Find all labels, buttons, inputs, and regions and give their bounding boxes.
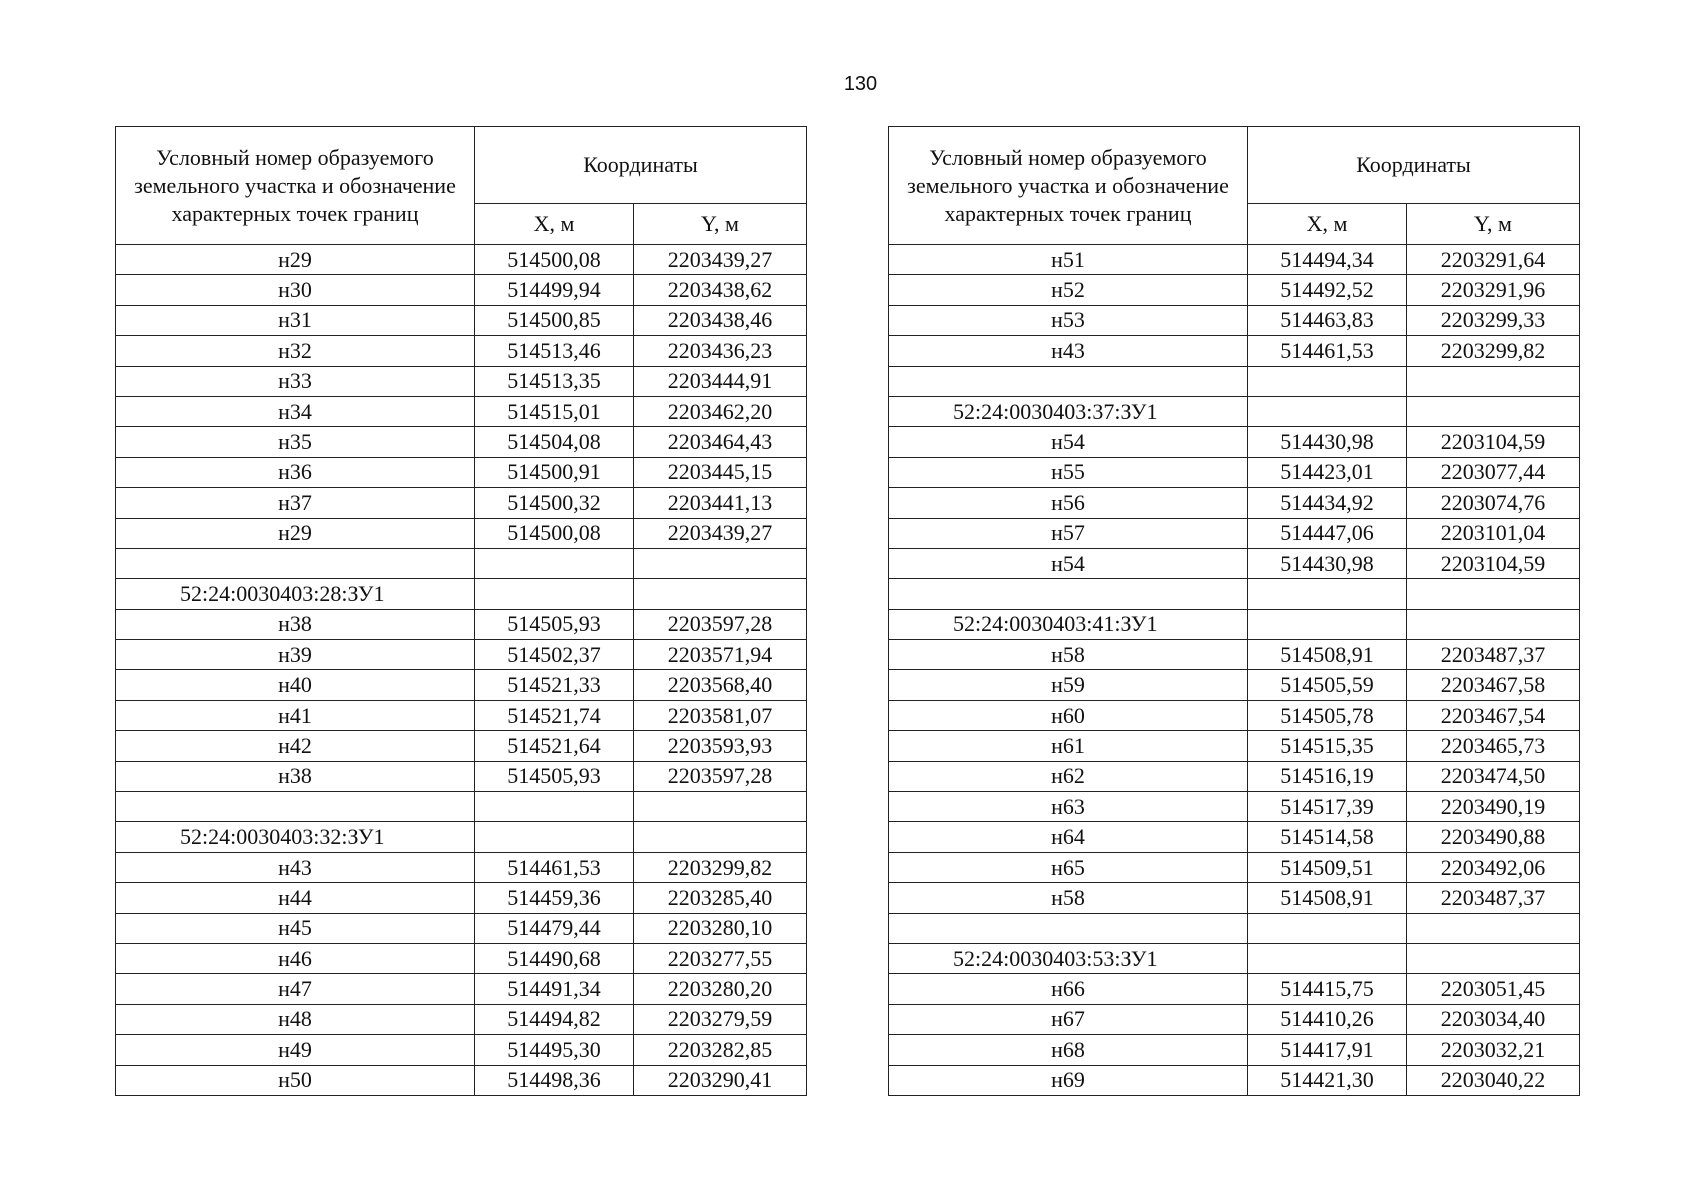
table-row <box>889 731 1580 761</box>
cell-y: 2203074,76 <box>1407 488 1580 518</box>
header-coordinates: Координаты <box>1248 127 1580 204</box>
table-row <box>116 457 807 487</box>
table-row-blank <box>116 792 807 822</box>
cell-y: 2203439,27 <box>634 518 807 548</box>
header-coordinates: Координаты <box>475 127 807 204</box>
cell-x <box>475 579 634 609</box>
cell-point-name: н68 <box>889 1035 1248 1065</box>
table-row <box>116 366 807 396</box>
cell-point-name: н35 <box>116 427 475 457</box>
cell-y: 2203040,22 <box>1407 1065 1580 1095</box>
cell-x: 514494,82 <box>475 1004 634 1034</box>
cell-x: 514479,44 <box>475 913 634 943</box>
cell-point-name: н64 <box>889 822 1248 852</box>
cell-y <box>634 579 807 609</box>
cell-x: 514502,37 <box>475 640 634 670</box>
table-row <box>116 640 807 670</box>
cell-point-name: н67 <box>889 1004 1248 1034</box>
table-row <box>116 943 807 973</box>
cell-y: 2203474,50 <box>1407 761 1580 791</box>
header-y: Y, м <box>634 204 807 245</box>
cell-x: 514508,91 <box>1248 883 1407 913</box>
table-row <box>889 1004 1580 1034</box>
cell-point-name: н39 <box>116 640 475 670</box>
table-row <box>889 1065 1580 1095</box>
table-row-parcel-label <box>889 396 1580 426</box>
header-point-designation: Условный номер образуемого земельного участка и обозначение характерных точек границ <box>116 127 475 245</box>
coordinates-table-left <box>115 126 807 1096</box>
cell-point-name: н51 <box>889 245 1248 275</box>
cell-x: 514516,19 <box>1248 761 1407 791</box>
cell-y: 2203077,44 <box>1407 457 1580 487</box>
cell-y: 2203465,73 <box>1407 731 1580 761</box>
cell-point-name: н38 <box>116 761 475 791</box>
cell-x: 514430,98 <box>1248 548 1407 578</box>
cell-y <box>1407 366 1580 396</box>
cell-parcel-number: 52:24:0030403:32:ЗУ1 <box>116 822 475 852</box>
cell-x: 514521,74 <box>475 700 634 730</box>
table-header <box>116 127 807 245</box>
cell-y: 2203581,07 <box>634 700 807 730</box>
header-point-designation: Условный номер образуемого земельного участка и обозначение характерных точек границ <box>889 127 1248 245</box>
cell-parcel-number: 52:24:0030403:41:ЗУ1 <box>889 609 1248 639</box>
cell-y: 2203282,85 <box>634 1035 807 1065</box>
table-row <box>116 670 807 700</box>
table-row <box>889 548 1580 578</box>
cell-y: 2203464,43 <box>634 427 807 457</box>
cell-x: 514434,92 <box>1248 488 1407 518</box>
table-row <box>116 731 807 761</box>
cell-y: 2203492,06 <box>1407 852 1580 882</box>
table-row <box>116 852 807 882</box>
cell-x: 514500,08 <box>475 518 634 548</box>
table-row <box>889 883 1580 913</box>
cell-point-name: н52 <box>889 275 1248 305</box>
table-row-blank <box>116 548 807 578</box>
cell-x: 514417,91 <box>1248 1035 1407 1065</box>
cell-y: 2203299,33 <box>1407 305 1580 335</box>
cell-y: 2203104,59 <box>1407 548 1580 578</box>
table-row <box>889 245 1580 275</box>
table-header <box>889 127 1580 245</box>
cell-y: 2203051,45 <box>1407 974 1580 1004</box>
cell-x: 514515,35 <box>1248 731 1407 761</box>
cell-y: 2203593,93 <box>634 731 807 761</box>
cell-x <box>1248 609 1407 639</box>
cell-y: 2203104,59 <box>1407 427 1580 457</box>
cell-x: 514491,34 <box>475 974 634 1004</box>
table-row-parcel-label <box>116 579 807 609</box>
cell-y: 2203490,88 <box>1407 822 1580 852</box>
cell-point-name <box>889 366 1248 396</box>
cell-y <box>1407 943 1580 973</box>
table-row-parcel-label <box>116 822 807 852</box>
table-row <box>889 974 1580 1004</box>
cell-x: 514423,01 <box>1248 457 1407 487</box>
cell-x: 514495,30 <box>475 1035 634 1065</box>
cell-point-name: н69 <box>889 1065 1248 1095</box>
cell-point-name <box>889 579 1248 609</box>
cell-y: 2203445,15 <box>634 457 807 487</box>
cell-x: 514500,08 <box>475 245 634 275</box>
cell-y <box>1407 579 1580 609</box>
table-row <box>116 396 807 426</box>
cell-point-name: н44 <box>116 883 475 913</box>
cell-point-name: н42 <box>116 731 475 761</box>
cell-y <box>1407 609 1580 639</box>
header-x: X, м <box>1248 204 1407 245</box>
cell-x: 514447,06 <box>1248 518 1407 548</box>
cell-y <box>1407 396 1580 426</box>
table-row <box>116 913 807 943</box>
cell-y <box>634 548 807 578</box>
cell-x: 514410,26 <box>1248 1004 1407 1034</box>
cell-point-name: н40 <box>116 670 475 700</box>
cell-x: 514463,83 <box>1248 305 1407 335</box>
table-row <box>116 1035 807 1065</box>
table-row <box>889 457 1580 487</box>
cell-x: 514461,53 <box>475 852 634 882</box>
cell-y: 2203291,64 <box>1407 245 1580 275</box>
cell-x: 514461,53 <box>1248 336 1407 366</box>
cell-x: 514521,33 <box>475 670 634 700</box>
table-row <box>889 427 1580 457</box>
cell-y: 2203438,46 <box>634 305 807 335</box>
cell-y: 2203462,20 <box>634 396 807 426</box>
table-row <box>889 670 1580 700</box>
cell-point-name: н58 <box>889 640 1248 670</box>
cell-x: 514509,51 <box>1248 852 1407 882</box>
cell-parcel-number: 52:24:0030403:53:ЗУ1 <box>889 943 1248 973</box>
table-row <box>889 700 1580 730</box>
table-row <box>116 518 807 548</box>
table-body <box>116 245 807 1096</box>
cell-point-name: н55 <box>889 457 1248 487</box>
cell-point-name: н53 <box>889 305 1248 335</box>
cell-parcel-number: 52:24:0030403:37:ЗУ1 <box>889 396 1248 426</box>
cell-point-name: н32 <box>116 336 475 366</box>
cell-y: 2203441,13 <box>634 488 807 518</box>
cell-y: 2203467,54 <box>1407 700 1580 730</box>
cell-y: 2203290,41 <box>634 1065 807 1095</box>
cell-y: 2203280,10 <box>634 913 807 943</box>
cell-x: 514517,39 <box>1248 792 1407 822</box>
table-row <box>116 700 807 730</box>
cell-point-name: н43 <box>889 336 1248 366</box>
table-row <box>116 609 807 639</box>
cell-point-name <box>889 913 1248 943</box>
cell-point-name: н54 <box>889 427 1248 457</box>
cell-point-name <box>116 548 475 578</box>
table-row <box>889 761 1580 791</box>
cell-y: 2203487,37 <box>1407 883 1580 913</box>
cell-x: 514415,75 <box>1248 974 1407 1004</box>
cell-x: 514513,46 <box>475 336 634 366</box>
cell-x: 514500,32 <box>475 488 634 518</box>
cell-x: 514499,94 <box>475 275 634 305</box>
cell-point-name: н59 <box>889 670 1248 700</box>
cell-y <box>634 792 807 822</box>
cell-point-name: н54 <box>889 548 1248 578</box>
cell-point-name: н56 <box>889 488 1248 518</box>
cell-x: 514421,30 <box>1248 1065 1407 1095</box>
cell-x: 514505,93 <box>475 761 634 791</box>
cell-x <box>1248 579 1407 609</box>
page-number: 130 <box>843 73 878 95</box>
cell-point-name: н31 <box>116 305 475 335</box>
cell-y: 2203034,40 <box>1407 1004 1580 1034</box>
cell-point-name: н66 <box>889 974 1248 1004</box>
cell-y: 2203299,82 <box>634 852 807 882</box>
cell-y: 2203597,28 <box>634 609 807 639</box>
cell-y: 2203280,20 <box>634 974 807 1004</box>
table-row <box>889 822 1580 852</box>
table-row <box>889 518 1580 548</box>
cell-y: 2203436,23 <box>634 336 807 366</box>
cell-point-name: н48 <box>116 1004 475 1034</box>
table-row-blank <box>889 579 1580 609</box>
cell-point-name: н58 <box>889 883 1248 913</box>
cell-x: 514515,01 <box>475 396 634 426</box>
cell-point-name: н37 <box>116 488 475 518</box>
cell-x: 514494,34 <box>1248 245 1407 275</box>
table-row <box>116 336 807 366</box>
header-x: X, м <box>475 204 634 245</box>
cell-point-name: н29 <box>116 245 475 275</box>
cell-point-name: н43 <box>116 852 475 882</box>
cell-point-name: н63 <box>889 792 1248 822</box>
cell-y <box>634 822 807 852</box>
cell-point-name <box>116 792 475 822</box>
cell-point-name: н33 <box>116 366 475 396</box>
cell-point-name: н50 <box>116 1065 475 1095</box>
table-row-blank <box>889 913 1580 943</box>
cell-y: 2203597,28 <box>634 761 807 791</box>
cell-x: 514500,85 <box>475 305 634 335</box>
cell-y: 2203032,21 <box>1407 1035 1580 1065</box>
cell-y: 2203101,04 <box>1407 518 1580 548</box>
table-row <box>889 275 1580 305</box>
table-row <box>889 640 1580 670</box>
cell-y: 2203279,59 <box>634 1004 807 1034</box>
cell-point-name: н34 <box>116 396 475 426</box>
cell-x <box>1248 396 1407 426</box>
cell-point-name: н41 <box>116 700 475 730</box>
cell-x: 514490,68 <box>475 943 634 973</box>
cell-x <box>1248 366 1407 396</box>
cell-x <box>1248 913 1407 943</box>
cell-x: 514513,35 <box>475 366 634 396</box>
table-row <box>116 305 807 335</box>
cell-point-name: н46 <box>116 943 475 973</box>
cell-point-name: н57 <box>889 518 1248 548</box>
table-row-blank <box>889 366 1580 396</box>
table-row <box>889 852 1580 882</box>
cell-y: 2203444,91 <box>634 366 807 396</box>
cell-point-name: н60 <box>889 700 1248 730</box>
cell-y: 2203568,40 <box>634 670 807 700</box>
cell-point-name: н36 <box>116 457 475 487</box>
table-row <box>116 275 807 305</box>
cell-x: 514514,58 <box>1248 822 1407 852</box>
cell-y: 2203487,37 <box>1407 640 1580 670</box>
table-row <box>889 488 1580 518</box>
table-row-parcel-label <box>889 609 1580 639</box>
table-row <box>116 1065 807 1095</box>
coordinates-table-right <box>888 126 1580 1096</box>
table-row <box>116 245 807 275</box>
cell-y: 2203438,62 <box>634 275 807 305</box>
cell-point-name: н38 <box>116 609 475 639</box>
cell-x: 514504,08 <box>475 427 634 457</box>
cell-point-name: н30 <box>116 275 475 305</box>
cell-y: 2203467,58 <box>1407 670 1580 700</box>
table-row <box>889 792 1580 822</box>
table-row <box>889 305 1580 335</box>
cell-x: 514505,78 <box>1248 700 1407 730</box>
cell-x <box>1248 943 1407 973</box>
cell-y: 2203490,19 <box>1407 792 1580 822</box>
cell-parcel-number: 52:24:0030403:28:ЗУ1 <box>116 579 475 609</box>
cell-point-name: н47 <box>116 974 475 1004</box>
cell-point-name: н49 <box>116 1035 475 1065</box>
table-row <box>116 974 807 1004</box>
cell-point-name: н29 <box>116 518 475 548</box>
cell-x: 514500,91 <box>475 457 634 487</box>
table-row <box>889 336 1580 366</box>
cell-point-name: н45 <box>116 913 475 943</box>
header-y: Y, м <box>1407 204 1580 245</box>
cell-x <box>475 548 634 578</box>
cell-point-name: н61 <box>889 731 1248 761</box>
cell-y: 2203285,40 <box>634 883 807 913</box>
table-row <box>116 883 807 913</box>
cell-point-name: н65 <box>889 852 1248 882</box>
cell-x: 514498,36 <box>475 1065 634 1095</box>
cell-x: 514505,59 <box>1248 670 1407 700</box>
cell-y: 2203299,82 <box>1407 336 1580 366</box>
table-row-parcel-label <box>889 943 1580 973</box>
cell-x: 514508,91 <box>1248 640 1407 670</box>
table-row <box>116 1004 807 1034</box>
cell-y: 2203439,27 <box>634 245 807 275</box>
table-row <box>116 488 807 518</box>
cell-x: 514430,98 <box>1248 427 1407 457</box>
cell-point-name: н62 <box>889 761 1248 791</box>
cell-x: 514521,64 <box>475 731 634 761</box>
table-row <box>116 427 807 457</box>
cell-y <box>1407 913 1580 943</box>
cell-x: 514492,52 <box>1248 275 1407 305</box>
table-body <box>889 245 1580 1096</box>
cell-y: 2203277,55 <box>634 943 807 973</box>
cell-x: 514459,36 <box>475 883 634 913</box>
cell-y: 2203291,96 <box>1407 275 1580 305</box>
table-row <box>116 761 807 791</box>
cell-x <box>475 822 634 852</box>
cell-x <box>475 792 634 822</box>
table-row <box>889 1035 1580 1065</box>
cell-y: 2203571,94 <box>634 640 807 670</box>
cell-x: 514505,93 <box>475 609 634 639</box>
